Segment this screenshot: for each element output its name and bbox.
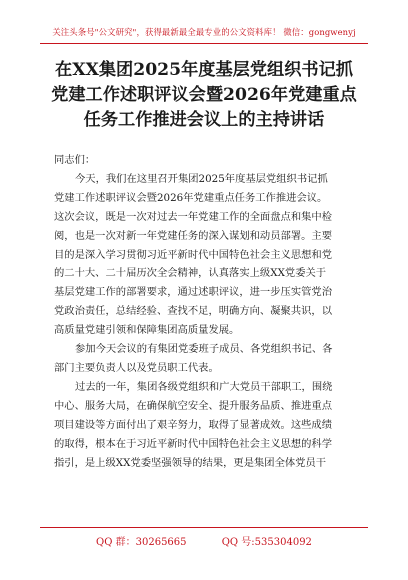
body-line: 这次会议，既是一次对过去一年党建工作的全面盘点和集中检	[54, 210, 333, 223]
body-line: 高质量党建引领和保障集团高质量发展。	[54, 324, 240, 337]
body-line: 中心、服务大局，在确保航空安全、提升服务品质、推进重点	[54, 399, 333, 412]
body-line: 项目建设等方面付出了艰辛努力，取得了显著成效。这些成绩	[54, 418, 333, 431]
title-line: 任务工作推进会议上的主持讲话	[83, 110, 325, 130]
footer-divider	[40, 527, 368, 528]
body-line: 目的是深入学习贯彻习近平新时代中国特色社会主义思想和党	[54, 248, 333, 261]
body-line: 的二十大、二十届历次全会精神，认真落实上级XX党委关于	[54, 267, 327, 280]
document-title	[40, 58, 368, 133]
document-body	[54, 151, 362, 472]
body-line: 部门主要负责人以及党员职工代表。	[54, 361, 219, 374]
body-line: 阅，也是一次对新一年党建任务的深入谋划和动员部署。主要	[54, 229, 333, 242]
footer-qq-number: QQ 号:535304092	[221, 537, 312, 548]
body-line: 基层党建工作的部署要求，通过述职评议，进一步压实管党治	[54, 286, 333, 299]
body-line: 党建工作述职评议会暨2026年党建重点任务工作推进会议。	[54, 191, 328, 204]
body-line: 参加今天会议的有集团党委班子成员、各党组织书记、各	[75, 343, 333, 356]
body-line: 党政治责任，总结经验、查找不足，明确方向、凝聚共识，以	[54, 305, 333, 318]
header-banner: 关注头条号"公文研究"，获得最新最全最专业的公文资料库！ 微信：gongwenyj	[52, 27, 356, 37]
salutation: 同志们：	[54, 154, 96, 166]
body-line: 指引，是上级XX党委坚强领导的结果，更是集团全体党员干	[54, 456, 327, 469]
footer-qq-group: QQ 群：30265665	[96, 537, 187, 548]
footer	[40, 533, 368, 548]
header-divider	[40, 43, 368, 44]
title-line: 在XX集团2025年度基层党组织书记抓	[55, 60, 353, 80]
title-line: 党建工作述职评议会暨2026年党建重点	[51, 85, 357, 105]
body-line: 过去的一年，集团各级党组织和广大党员干部职工，围绕	[75, 380, 333, 393]
body-line: 的取得，根本在于习近平新时代中国特色社会主义思想的科学	[54, 437, 333, 450]
body-line: 今天，我们在这里召开集团2025年度基层党组织书记抓	[75, 172, 328, 185]
